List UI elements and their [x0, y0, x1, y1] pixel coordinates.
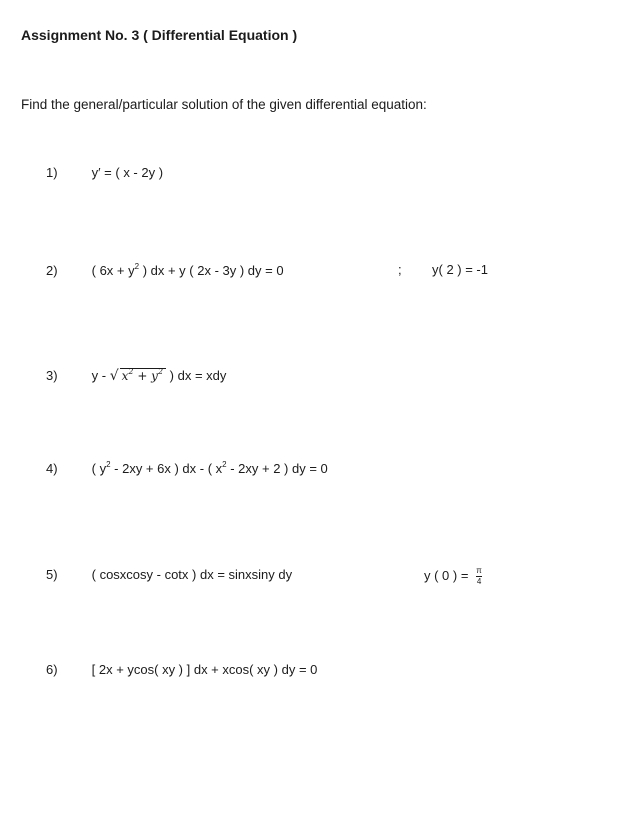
equation: y′ = ( x - 2y )	[91, 165, 164, 180]
radicand-term: x	[121, 369, 129, 383]
exponent: 2	[134, 262, 140, 271]
fraction-denominator: 4	[476, 577, 482, 586]
problem-number: 4)	[46, 461, 58, 476]
instruction-text: Find the general/particular solution of the given differential equation:	[21, 97, 427, 112]
initial-condition: y( 2 ) = -1	[432, 262, 488, 277]
equation-part: ) dx + y ( 2x - 3y ) dy = 0	[139, 263, 284, 278]
problem-number: 2)	[46, 263, 58, 278]
radicand	[120, 368, 166, 383]
assignment-title: Assignment No. 3 ( Differential Equation )	[21, 27, 298, 43]
problem-4	[46, 460, 328, 476]
problem-number: 5)	[46, 567, 58, 582]
initial-condition	[424, 567, 482, 586]
problem-number: 3)	[46, 368, 58, 383]
radical-sign: √	[109, 368, 119, 384]
square-root	[110, 367, 166, 384]
problem-1	[46, 165, 163, 180]
equation-part: ) dx = xdy	[166, 368, 227, 383]
fraction	[476, 567, 482, 586]
exponent: 2	[157, 367, 164, 376]
exponent: 2	[222, 460, 227, 469]
equation-part: ( y	[91, 461, 107, 476]
problem-number: 6)	[46, 662, 58, 677]
problem-5	[46, 567, 292, 582]
problem-3	[46, 367, 226, 384]
equation-part: - 2xy + 2 ) dy = 0	[226, 461, 328, 476]
equation-part: - 2xy + 6x ) dx - ( x	[110, 461, 223, 476]
fraction-numerator: π	[476, 566, 482, 575]
equation: [ 2x + ycos( xy ) ] dx + xcos( xy ) dy = 0	[91, 662, 318, 677]
equation-part: y -	[91, 368, 107, 383]
equation-part: ( 6x + y	[91, 263, 135, 278]
initial-condition-text: y ( 0 ) =	[424, 567, 469, 583]
problem-6	[46, 662, 317, 677]
separator: ;	[398, 262, 402, 277]
equation	[92, 460, 328, 476]
problem-2	[46, 262, 284, 278]
exponent: 2	[106, 460, 111, 469]
exponent: 2	[128, 367, 134, 376]
equation	[92, 262, 284, 278]
problem-number: 1)	[46, 165, 58, 180]
radicand-term: + y	[133, 369, 158, 383]
equation: ( cosxcosy - cotx ) dx = sinxsiny dy	[91, 567, 293, 582]
equation	[92, 367, 227, 384]
